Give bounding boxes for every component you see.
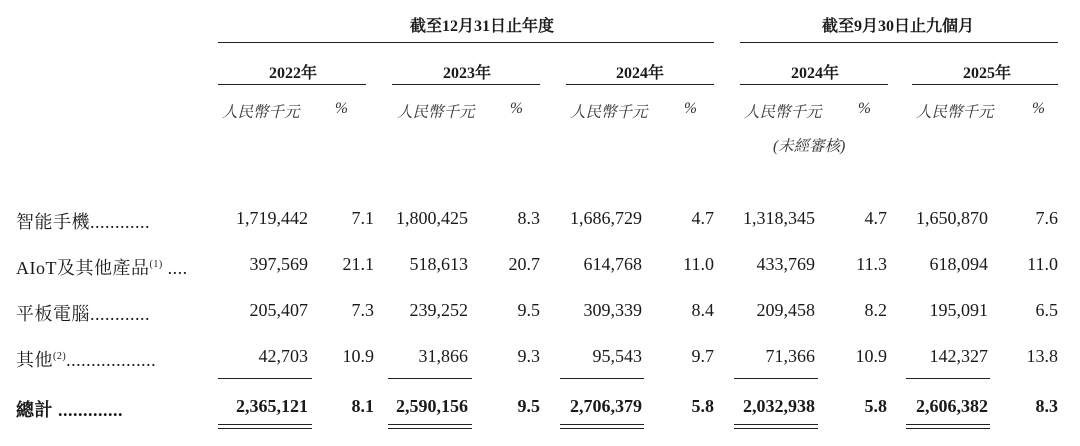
cell-amount: 614,768 — [583, 254, 642, 274]
cell-amount: 205,407 — [249, 300, 308, 320]
row-label-total: 總計 ............. — [16, 400, 123, 420]
total-double-rule — [388, 428, 472, 429]
percent-label: % — [684, 100, 697, 117]
cell-amount: 142,327 — [929, 346, 988, 366]
cell-percent: 20.7 — [508, 254, 540, 274]
cell-percent: 11.3 — [856, 254, 887, 274]
total-double-rule — [218, 428, 312, 429]
cell-amount-total: 2,606,382 — [916, 396, 988, 416]
group-header-rule — [740, 42, 1058, 43]
year-header: 2024年 — [790, 65, 839, 82]
cell-amount: 71,366 — [765, 346, 815, 366]
unit-label: 人民幣千元 — [222, 104, 300, 121]
year-header: 2023年 — [442, 65, 491, 82]
cell-amount-total: 2,032,938 — [743, 396, 815, 416]
group-header-fiscal-year: 截至12月31日止年度 — [409, 18, 554, 35]
cell-percent: 11.0 — [683, 254, 714, 274]
cell-percent-total: 8.3 — [1035, 396, 1058, 416]
cell-percent-total: 8.1 — [351, 396, 374, 416]
cell-amount: 618,094 — [929, 254, 988, 274]
row-label-tablet: 平板電腦............ — [16, 304, 150, 324]
total-double-rule — [218, 424, 312, 425]
cell-amount: 209,458 — [756, 300, 815, 320]
year-rule — [218, 84, 366, 85]
percent-label: % — [858, 100, 871, 117]
year-rule — [740, 84, 888, 85]
cell-amount: 397,569 — [249, 254, 308, 274]
total-double-rule — [388, 424, 472, 425]
year-header: 2024年 — [615, 65, 664, 82]
row-label-others: 其他$^{(2)}$.................. — [16, 350, 157, 370]
cell-amount: 239,252 — [409, 300, 468, 320]
cell-percent: 8.3 — [517, 208, 540, 228]
percent-label: % — [335, 100, 348, 117]
unit-label: 人民幣千元 — [397, 104, 475, 121]
group-header-nine-months: 截至9月30日止九個月 — [821, 18, 974, 35]
year-rule — [392, 84, 540, 85]
total-double-rule — [906, 424, 990, 425]
cell-percent-total: 5.8 — [864, 396, 887, 416]
cell-percent: 9.5 — [517, 300, 540, 320]
cell-amount: 1,650,870 — [916, 208, 988, 228]
cell-percent: 8.4 — [691, 300, 714, 320]
cell-percent-total: 5.8 — [691, 396, 714, 416]
cell-percent: 4.7 — [691, 208, 714, 228]
cell-amount: 1,800,425 — [396, 208, 468, 228]
cell-amount-total: 2,706,379 — [570, 396, 642, 416]
subtotal-rule — [734, 378, 818, 379]
cell-amount: 518,613 — [409, 254, 468, 274]
cell-amount: 433,769 — [756, 254, 815, 274]
percent-label: % — [1032, 100, 1045, 117]
cell-amount: 309,339 — [583, 300, 642, 320]
unit-label: 人民幣千元 — [916, 104, 994, 121]
cell-percent: 13.8 — [1026, 346, 1058, 366]
subtotal-rule — [218, 378, 312, 379]
cell-percent: 21.1 — [342, 254, 374, 274]
total-double-rule — [734, 424, 818, 425]
cell-amount: 195,091 — [929, 300, 988, 320]
row-label-smartphone: 智能手機............ — [16, 212, 150, 232]
unit-label: 人民幣千元 — [744, 104, 822, 121]
subtotal-rule — [560, 378, 644, 379]
cell-percent: 9.7 — [691, 346, 714, 366]
cell-percent: 7.6 — [1035, 208, 1058, 228]
cell-percent: 7.3 — [351, 300, 374, 320]
cell-percent: 10.9 — [342, 346, 374, 366]
year-rule — [566, 84, 714, 85]
cell-amount: 42,703 — [258, 346, 308, 366]
year-header: 2022年 — [268, 65, 317, 82]
year-header: 2025年 — [962, 65, 1011, 82]
year-rule — [912, 84, 1058, 85]
subtotal-rule — [388, 378, 472, 379]
cell-amount-total: 2,365,121 — [236, 396, 308, 416]
cell-amount: 1,318,345 — [743, 208, 815, 228]
total-double-rule — [734, 428, 818, 429]
row-label-aiot: AIoT及其他產品$^{(1)}$ .... — [16, 258, 188, 278]
total-double-rule — [560, 424, 644, 425]
cell-percent: 9.3 — [517, 346, 540, 366]
group-header-rule — [218, 42, 714, 43]
cell-percent-total: 9.5 — [517, 396, 540, 416]
total-double-rule — [906, 428, 990, 429]
cell-percent: 8.2 — [864, 300, 887, 320]
cell-amount: 1,719,442 — [236, 208, 308, 228]
cell-amount: 95,543 — [592, 346, 642, 366]
percent-label: % — [510, 100, 523, 117]
cell-amount: 1,686,729 — [570, 208, 642, 228]
cell-amount-total: 2,590,156 — [396, 396, 468, 416]
cell-percent: 10.9 — [855, 346, 887, 366]
unit-label: 人民幣千元 — [570, 104, 648, 121]
unaudited-note: (未經審核) — [773, 138, 846, 155]
cell-percent: 7.1 — [351, 208, 374, 228]
total-double-rule — [560, 428, 644, 429]
cell-percent: 4.7 — [864, 208, 887, 228]
cell-percent: 6.5 — [1035, 300, 1058, 320]
subtotal-rule — [906, 378, 990, 379]
cell-percent: 11.0 — [1027, 254, 1058, 274]
cell-amount: 31,866 — [418, 346, 468, 366]
